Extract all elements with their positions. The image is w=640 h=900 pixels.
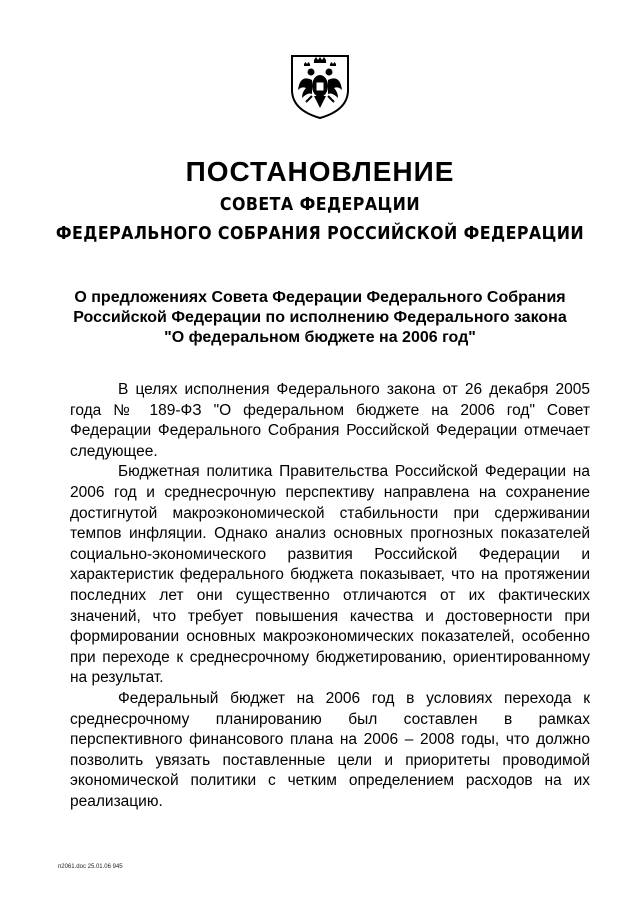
document-subtitle-line1: СОВЕТА ФЕДЕРАЦИИ [219,194,421,215]
heading-line: О предложениях Совета Федерации Федерального Собрания [74,289,566,306]
heading-line: Российской Федерации по исполнению Федерального закона [73,309,567,326]
document-footer: п2061.doc 25.01.06 945 [58,864,123,870]
document-body [70,380,590,812]
body-paragraph: В целях исполнения Федерального закона от 26 декабря 2005 года № 189-ФЗ "О федеральном бюджете на 2006 год" Совет Федерации Федерального Собрания Российской Федерации отмечает следующее. [70,381,590,460]
resolution-heading [60,288,580,348]
body-paragraph: Федеральный бюджет на 2006 год в условиях перехода к среднесрочному планированию был составлен в рамках перспективного финансового плана на 2006 – 2008 годы, что должно позволить увязать поставленные цели и приоритеты проводимой экономической политики с четким определением расходов на их реализацию. [70,689,590,810]
document-subtitle-line2: ФЕДЕРАЛЬНОГО СОБРАНИЯ РОССИЙСКОЙ ФЕДЕРАЦИИ [55,223,585,244]
body-paragraph: Бюджетная политика Правительства Российской Федерации на 2006 год и среднесрочную перспективу направлена на сохранение достигнутой макроэкономической стабильности при сдерживании темпов инфляции. Однако анализ основных прогнозных показателей социально-экономического развития Российской Федерации и характеристик федерального бюджета показывает, что на протяжении последних лет они существенно отличаются от их фактических значений, что требует повышения качества и достоверности при формировании основных макроэкономических показателей, особенно при переходе к среднесрочному бюджетированию, ориентированному на результат. [70,463,590,687]
coat-of-arms-emblem-icon [284,50,356,122]
document-title: ПОСТАНОВЛЕНИЕ [185,156,455,187]
heading-line: "О федеральном бюджете на 2006 год" [164,329,476,346]
